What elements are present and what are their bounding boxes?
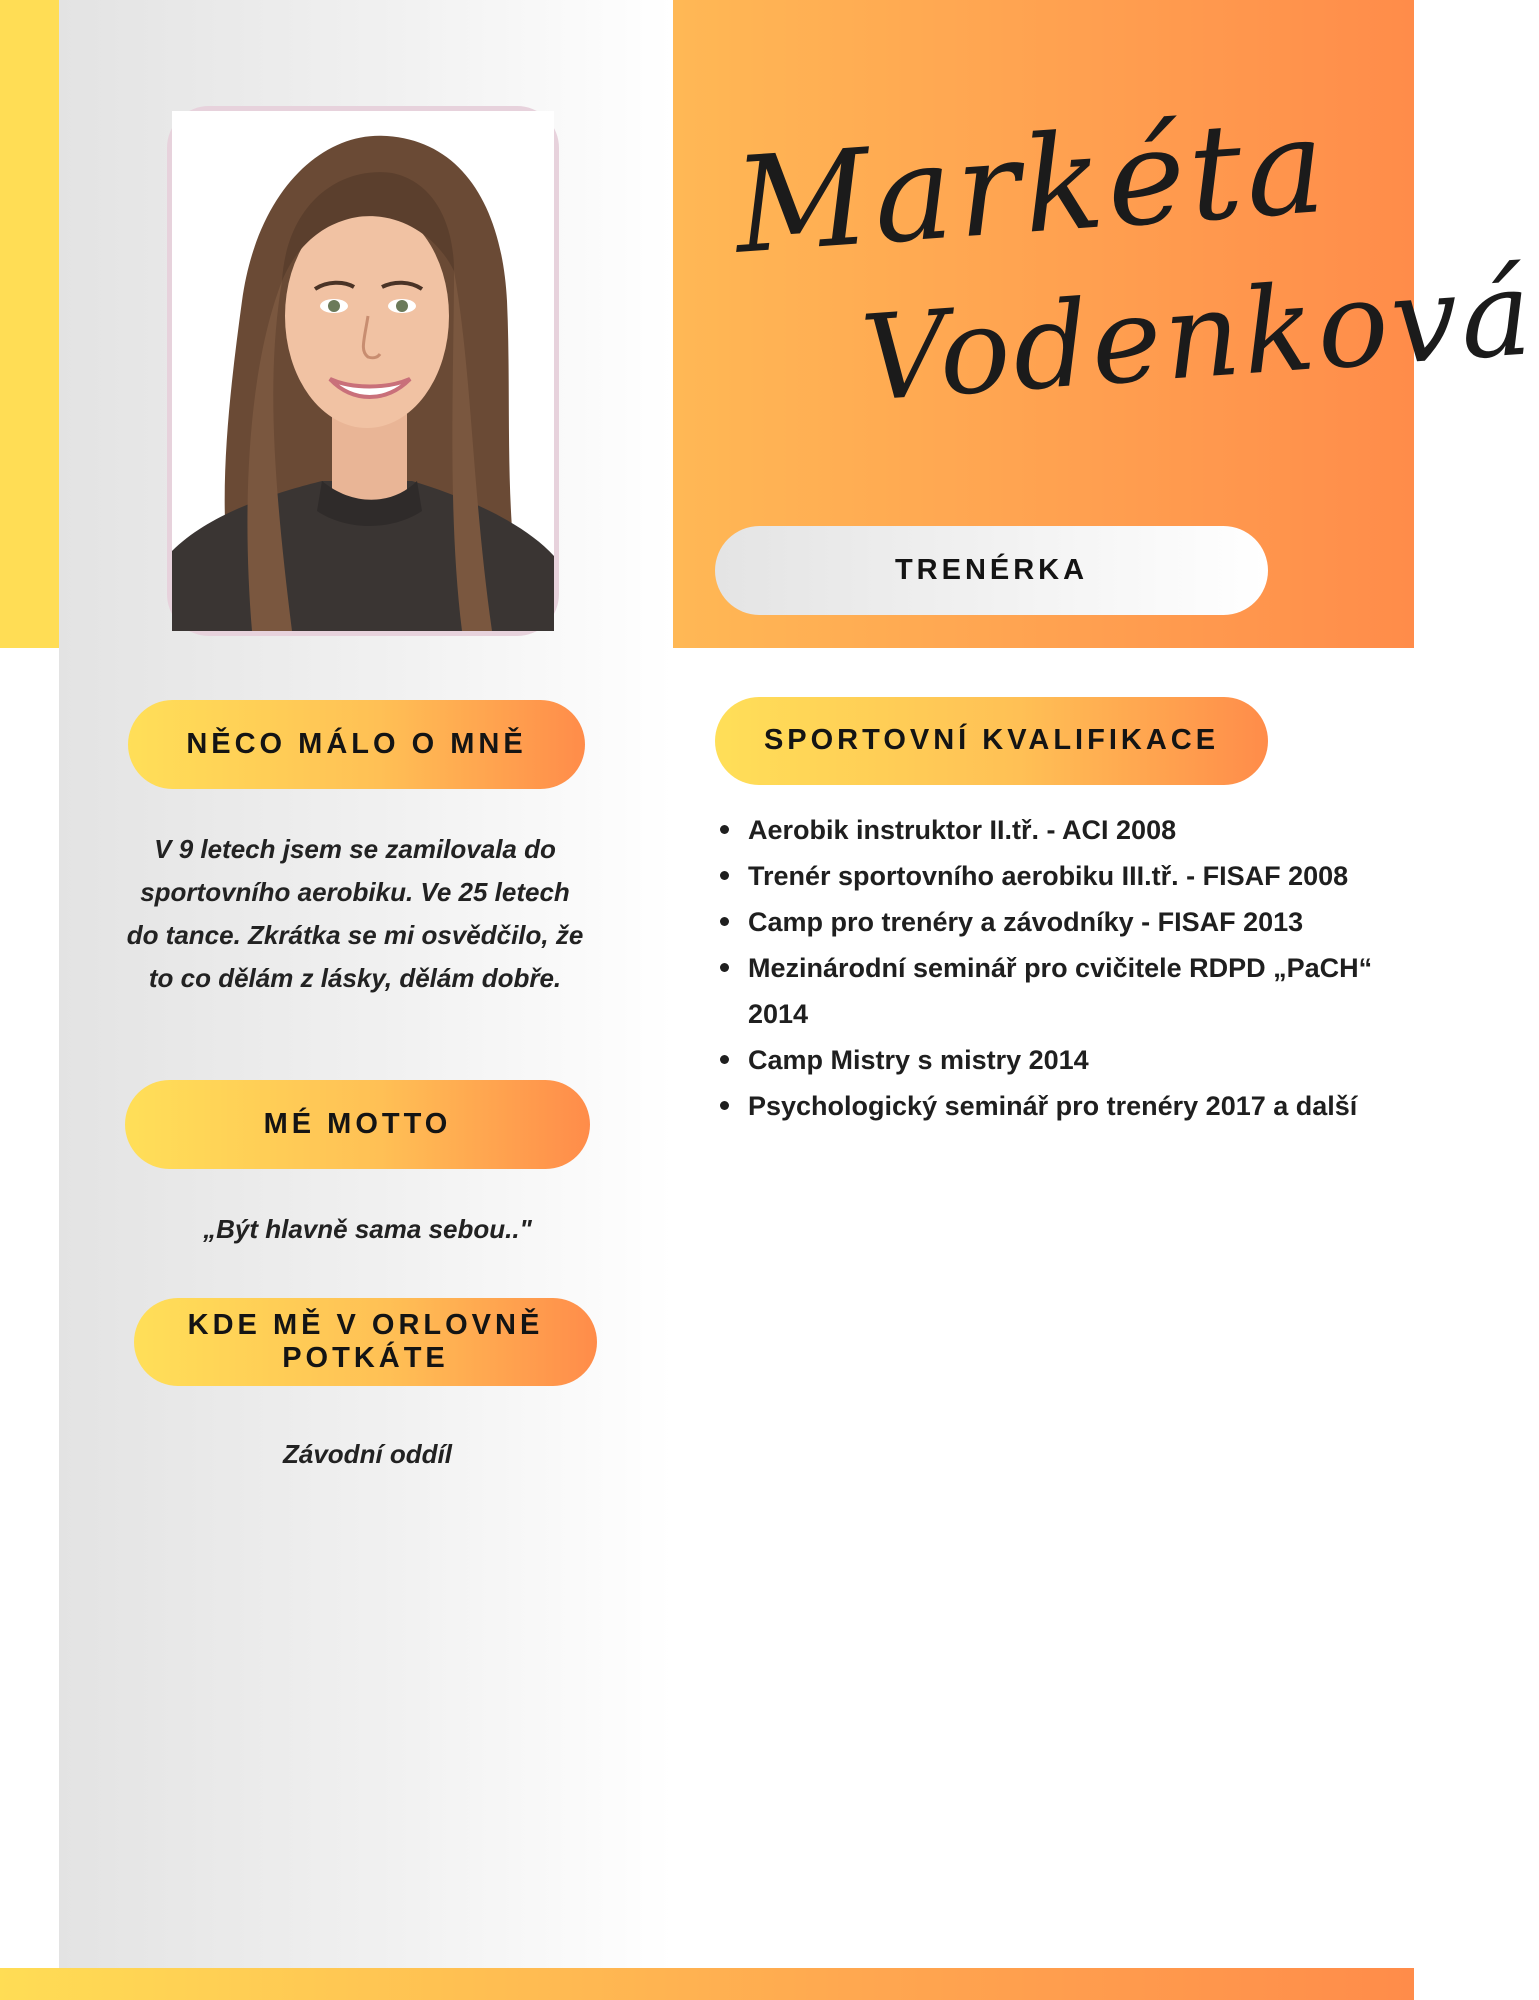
motto-heading: MÉ MOTTO	[125, 1080, 590, 1169]
qualification-item: Aerobik instruktor II.tř. - ACI 2008	[748, 807, 1378, 853]
first-name: Markéta	[729, 88, 1334, 284]
about-text: V 9 letech jsem se zamilovala do sportovního aerobiku. Ve 25 letech do tance. Zkrátka se mi osvědčilo, že to co dělám z lásky, dělám dobře.	[126, 834, 584, 993]
where-heading: KDE MĚ V ORLOVNĚ POTKÁTE	[134, 1298, 597, 1386]
bottom-bar	[0, 1968, 1414, 2000]
qualification-item: Trenér sportovního aerobiku III.tř. - FISAF 2008	[748, 853, 1378, 899]
qualification-item: Camp pro trenéry a závodníky - FISAF 2013	[748, 899, 1378, 945]
qualifications-list	[718, 807, 1378, 1129]
role-badge: TRENÉRKA	[715, 526, 1268, 615]
portrait-illustration	[172, 111, 554, 631]
qualifications-heading: SPORTOVNÍ KVALIFIKACE	[715, 697, 1268, 785]
last-name: Vodenková	[857, 243, 1539, 428]
profile-photo	[167, 106, 559, 636]
about-heading: NĚCO MÁLO O MNĚ	[128, 700, 585, 789]
where-text: Závodní oddíl	[283, 1439, 452, 1469]
qualification-item: Mezinárodní seminář pro cvičitele RDPD „PaCH“ 2014	[748, 945, 1378, 1037]
motto-text: „Být hlavně sama sebou.."	[203, 1214, 532, 1244]
qualification-item: Psychologický seminář pro trenéry 2017 a další	[748, 1083, 1378, 1129]
yellow-strip	[0, 0, 59, 648]
qualification-item: Camp Mistry s mistry 2014	[748, 1037, 1378, 1083]
